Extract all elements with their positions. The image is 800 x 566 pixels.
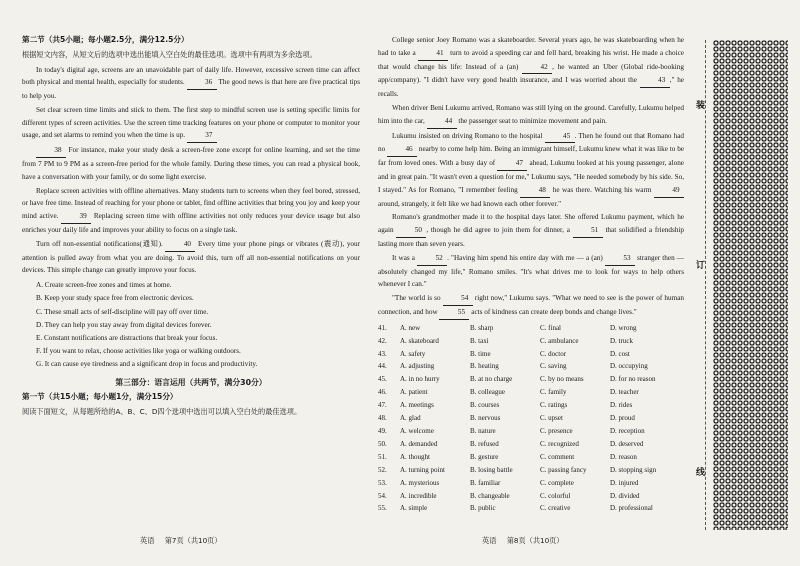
option-item: E. Constant notifications are distractions that break your focus. (36, 334, 218, 343)
choice-row (378, 399, 680, 412)
option-item: A. Create screen-free zones and times at home. (36, 281, 172, 290)
choice-option: D. professional (610, 504, 653, 513)
blank-number: 54 (443, 292, 473, 306)
choice-row (378, 502, 680, 515)
binding-label-ding: 订 (696, 261, 706, 271)
option-item: G. It can cause eye tiredness and a significant drop in focus and productivity. (36, 360, 258, 369)
binding-label-zhuang: 装 (696, 101, 706, 111)
section1-instruction: 阅读下面短文，从每题所给的A、B、C、D四个选项中选出可以填入空白处的最佳选项。 (22, 406, 302, 416)
choice-option: C. creative (540, 504, 571, 513)
choice-option: C. by no means (540, 375, 584, 384)
choice-option: C. saving (540, 362, 567, 371)
choice-row (378, 477, 680, 490)
binding-labels (693, 40, 713, 530)
part3-title: 第三部分：语言运用（共两节，满分30分） (115, 377, 267, 387)
blank-number: 42 (522, 61, 552, 75)
choice-option: C. colorful (540, 491, 571, 500)
choice-option: C. final (540, 323, 561, 332)
paragraph (22, 64, 360, 103)
choice-option: D. truck (610, 336, 633, 345)
left-footer (140, 536, 230, 546)
choice-option: C. comment (540, 452, 575, 461)
choice-option: C. recognized (540, 439, 579, 448)
paragraph-text: turn to avoid a speeding car and fell hard, breaking his wrist. He made a choice that would change his life: Instead of a (an) (378, 48, 684, 71)
blank-number: 46 (387, 143, 417, 157)
option-item: F. If you want to relax, choose activities like yoga or walking outdoors. (36, 347, 241, 356)
blank-number: 45 (545, 130, 575, 144)
paragraph-text: Replace screen activities with offline alternatives. Many students turn to screens when they feel bored, stressed, or have free time. Instead of reaching for your phone or tablet, find offline activities that bring you joy and keep your mind active. (22, 186, 360, 221)
choice-option: A. skateboard (400, 336, 439, 345)
choice-row (378, 438, 680, 451)
paragraph-text: Romano's grandmother made it to the hospital days later. She offered Lukumu payment, which he again (378, 213, 684, 235)
choice-option: A. welcome (400, 426, 434, 435)
section2-title: 第二节（共5小题；每小题2.5分，满分12.5分） (22, 35, 189, 44)
choices-table (378, 322, 680, 516)
paragraph (378, 252, 684, 291)
choice-option: C. upset (540, 414, 563, 423)
choice-option: A. safety (400, 349, 426, 358)
blank-number: 49 (654, 184, 684, 198)
blank-number: 36 (187, 76, 217, 90)
choice-option: A. thought (400, 452, 430, 461)
choice-row (378, 425, 680, 438)
paragraph (378, 102, 684, 129)
choice-option: B. nature (470, 426, 496, 435)
paragraph-text: , he wanted an Uber (Global ride-booking app/company). "I didn't have very good health insurance, and I was worried about the (378, 62, 684, 85)
choice-option: B. nervous (470, 414, 501, 423)
choice-option: D. injured (610, 478, 639, 487)
paragraph (378, 211, 684, 250)
paragraph (378, 34, 684, 101)
blank-number: 51 (573, 224, 603, 238)
paragraph (22, 144, 360, 183)
options-list (22, 279, 360, 371)
choice-option: B. familiar (470, 478, 501, 487)
question-number: 45. (378, 375, 387, 384)
choice-option: D. teacher (610, 388, 639, 397)
blank-number: 53 (605, 252, 635, 266)
choice-option: D. proud (610, 414, 635, 423)
paragraph-text: he was there. Watching his warm (550, 185, 654, 194)
option-item: D. They can help you stay away from digital devices forever. (36, 320, 212, 329)
question-number: 44. (378, 362, 387, 371)
paragraph-text: Every time your phone pings or vibrates (震动), your attention is pulled away from what you are doing. To avoid this, turn off all non-essential notifications on your devices. This simple change can greatly improve your focus. (22, 239, 360, 275)
choice-row (378, 490, 680, 503)
choice-option: D. rides (610, 401, 633, 410)
choice-row (378, 335, 680, 348)
paragraph-text: Set clear screen time limits and stick to them. The first step to mindful screen use is setting specific limits for different types of screen activities. Use the screen time tracking features on your phone or computer to monitor your usage, and set alarms to remind you when the time is up. (22, 105, 360, 140)
paragraph-text: , though he did agree to join them for dinner, a (426, 226, 573, 235)
paragraph-text: It was a (392, 253, 418, 262)
paragraph-text: Lukumu insisted on driving Romano to the hospital (392, 131, 545, 140)
paragraph-text: around, strangely, it felt like we had known each other forever." (378, 199, 562, 208)
paragraph-text: When driver Beni Lukumu arrived, Romano was still lying on the ground. Carefully, Lukumu helped him into the car, (378, 103, 684, 125)
right-footer (482, 536, 572, 546)
right-passage (378, 34, 684, 320)
choice-row (378, 464, 680, 477)
choice-option: C. passing fancy (540, 465, 587, 474)
question-number: 43. (378, 349, 387, 358)
paragraph-text: . Then he found out that Romano had no (378, 131, 684, 154)
choice-row (378, 373, 680, 386)
choice-option: B. courses (470, 401, 500, 410)
paragraph-text: the passenger seat to minimize movement and pain. (456, 116, 607, 125)
question-number: 47. (378, 401, 387, 410)
paragraph-text: In today's digital age, screens are an unavoidable part of daily life. However, excessive screen time can affect both physical and mental health, especially for students. (22, 65, 360, 87)
question-number: 54. (378, 491, 387, 500)
choice-option: A. in no hurry (400, 375, 440, 384)
paragraph-text: acts of kindness can create deep bonds and change lives." (469, 307, 637, 316)
paragraph-text: College senior Joey Romano was a skateboarder. Several years ago, he was skateboarding when he had to take a (378, 36, 684, 57)
paragraph-text: "The world is so (392, 294, 443, 303)
paragraph-text: stranger then — absolutely changed my life," Romano smiles. "It's what drives me to look for ways to help others whenever I can." (378, 253, 684, 289)
blank-number: 43 (640, 74, 670, 88)
paragraph-text: The good news is that here are five practical tips to help you. (22, 78, 361, 101)
footer-subject: 英语 (140, 536, 155, 545)
choice-row (378, 412, 680, 425)
footer-page: 第7页（共10页） (164, 536, 222, 545)
choice-option: B. colleague (470, 388, 505, 397)
choice-option: C. ratings (540, 401, 568, 410)
paragraph-text: nearby to come help him. Being an immigrant himself, Lukumu knew what it was like to be far from loved ones. With a busy day of (378, 145, 684, 168)
paragraph-text: Replacing screen time with offline activities not only reduces your device usage but also enriches your daily life and improves your ability to focus on a single task. (22, 212, 360, 235)
footer-subject: 英语 (482, 536, 497, 545)
choice-row (378, 348, 680, 361)
blank-number: 41 (418, 47, 448, 61)
choice-option: C. complete (540, 478, 574, 487)
choice-row (378, 386, 680, 399)
choice-option: A. glad (400, 414, 421, 423)
choice-option: C. ambulance (540, 336, 579, 345)
paragraph (378, 292, 684, 320)
choice-row (378, 360, 680, 373)
blank-number: 48 (520, 184, 550, 198)
question-number: 48. (378, 414, 387, 423)
question-number: 42. (378, 336, 387, 345)
choice-option: B. losing battle (470, 465, 513, 474)
blank-number: 39 (61, 210, 91, 224)
choice-option: B. public (470, 504, 496, 513)
choice-option: B. refused (470, 439, 499, 448)
choice-option: D. reception (610, 426, 645, 435)
choice-option: B. time (470, 349, 491, 358)
paragraph-text: Turn off non-essential notifications(通知). (36, 239, 166, 248)
left-page (0, 0, 370, 566)
section1-title: 第一节（共15小题；每小题1分，满分15分） (22, 391, 178, 401)
choice-option: A. turning point (400, 465, 445, 474)
choice-option: D. cost (610, 349, 630, 358)
choice-option: A. new (400, 323, 421, 332)
question-number: 52. (378, 465, 387, 474)
paragraph (378, 130, 684, 211)
choice-option: A. patient (400, 388, 428, 397)
choice-option: C. doctor (540, 349, 567, 358)
blank-number: 47 (497, 157, 527, 171)
question-number: 41. (378, 323, 387, 332)
paragraph (22, 238, 360, 277)
choice-option: D. stopping sign (610, 465, 657, 474)
question-number: 55. (378, 504, 387, 513)
blank-number: 55 (439, 306, 469, 320)
choice-option: B. sharp (470, 323, 494, 332)
footer-page: 第8页（共10页） (506, 536, 564, 545)
paragraph-text: ahead, Lukumu looked at his young passenger, alone and in great pain. "It wasn't even a question for me," Lukumu says, "He needed somebody by his side. So, I stayed." As for Romano, "I remember feeling (378, 159, 684, 194)
choice-option: D. divided (610, 491, 640, 500)
blank-number: 50 (396, 224, 426, 238)
question-number: 49. (378, 426, 387, 435)
choice-option: B. changeable (470, 491, 510, 500)
question-number: 46. (378, 388, 387, 397)
blank-number: 52 (417, 252, 447, 266)
blank-number: 37 (187, 129, 217, 143)
choice-option: A. adjusting (400, 362, 435, 371)
paragraph-text: right now," Lukumu says. "What we need to see is the power of human connection, and how (378, 294, 684, 316)
question-number: 50. (378, 439, 387, 448)
option-item: C. These small acts of self-discipline will pay off over time. (36, 307, 209, 316)
blank-number: 40 (165, 238, 195, 252)
blank-number: 38 (36, 144, 66, 158)
option-item: B. Keep your study space free from electronic devices. (36, 294, 194, 303)
choice-option: C. presence (540, 426, 573, 435)
left-passage (22, 64, 360, 278)
choice-option: D. reason (610, 452, 637, 461)
choice-option: A. demanded (400, 439, 438, 448)
choice-option: B. at no charge (470, 375, 513, 384)
paragraph (22, 185, 360, 237)
paragraph-text: ," he recalls. (378, 76, 685, 99)
choice-option: C. family (540, 388, 567, 397)
paragraph-text: . "Having him spend his entire day with me — a (an) (447, 253, 605, 262)
choice-option: B. heating (470, 362, 499, 371)
choice-option: B. taxi (470, 336, 489, 345)
question-number: 51. (378, 452, 387, 461)
paragraph-text: that solidified a friendship lasting more than seven years. (378, 226, 685, 248)
choice-option: A. meetings (400, 401, 434, 410)
paragraph (22, 104, 360, 143)
choice-option: D. for no reason (610, 375, 656, 384)
section2-instruction: 根据短文内容，从短文后的选项中选出能填入空白处的最佳选项。选项中有两项为多余选项。 (22, 50, 317, 59)
choice-row (378, 451, 680, 464)
choice-option: A. simple (400, 504, 428, 513)
binding-label-xian: 线 (696, 468, 706, 478)
binding-gear-pattern (713, 40, 788, 530)
choice-row (378, 322, 680, 335)
choice-option: D. wrong (610, 323, 637, 332)
blank-number: 44 (427, 115, 457, 129)
choice-option: B. gesture (470, 452, 499, 461)
choice-option: D. deserved (610, 439, 644, 448)
question-number: 53. (378, 478, 387, 487)
choice-option: A. incredible (400, 491, 437, 500)
right-page (370, 0, 692, 566)
paragraph-text: For instance, make your study desk a screen-free zone except for online learning, and set the time from 7 PM to 9 PM as a screen-free period for the whole family. During these times, you can read a physical book, have a conversation with your family, or do some light exercise. (22, 146, 360, 181)
choice-option: D. occupying (610, 362, 648, 371)
choice-option: A. mysterious (400, 478, 440, 487)
